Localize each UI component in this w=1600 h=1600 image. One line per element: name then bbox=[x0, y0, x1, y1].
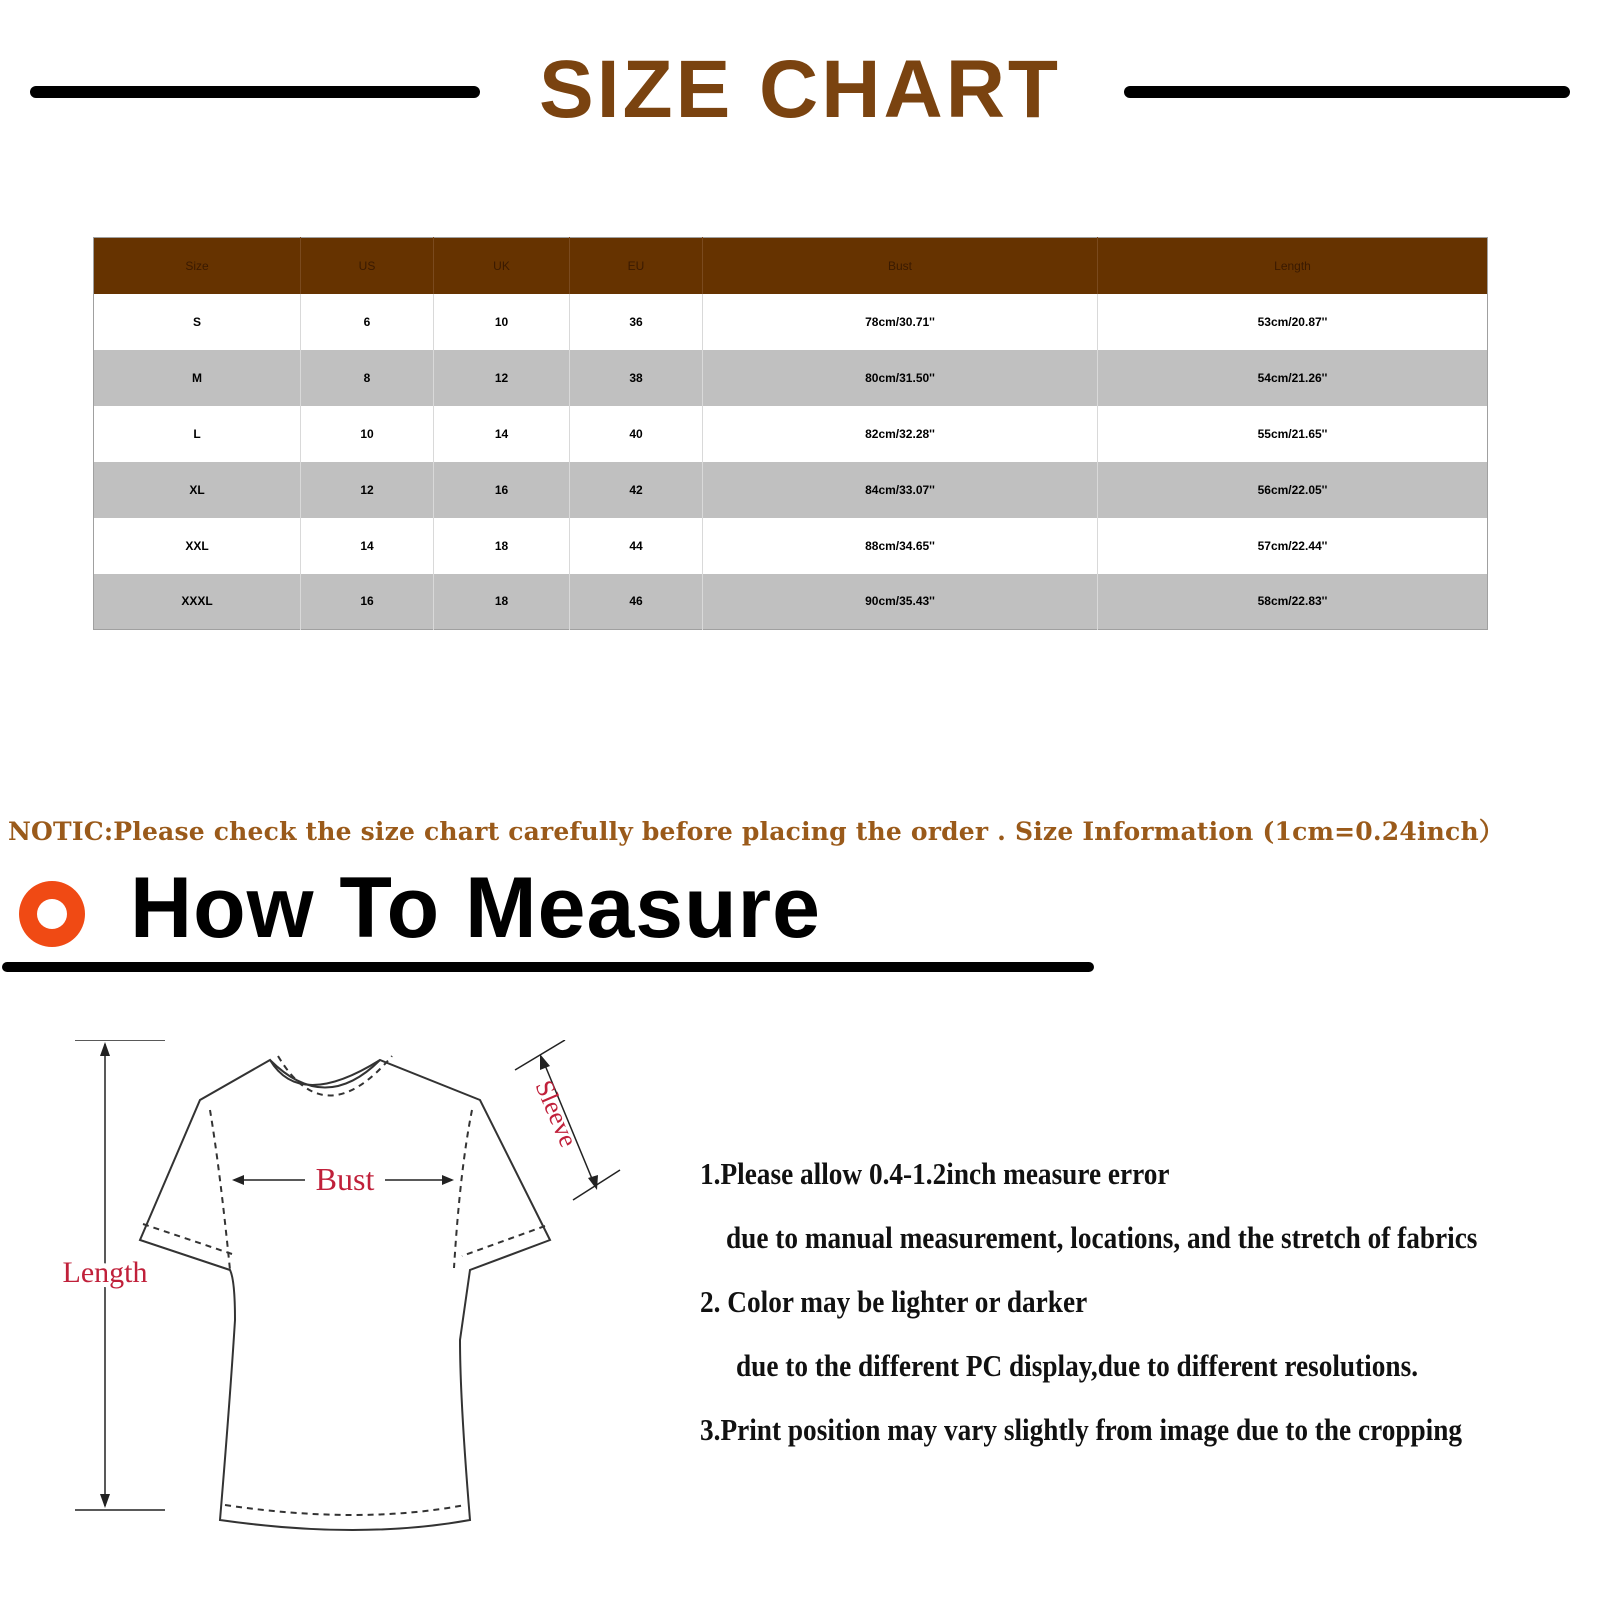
table-cell: 40 bbox=[570, 406, 703, 462]
column-header: UK bbox=[434, 238, 570, 294]
table-row bbox=[94, 518, 1488, 574]
table-cell: 12 bbox=[301, 462, 434, 518]
note-line: due to manual measurement, locations, and the stretch of fabrics bbox=[726, 1220, 1478, 1255]
table-cell: 57cm/22.44'' bbox=[1098, 518, 1488, 574]
note-line: 2. Color may be lighter or darker bbox=[700, 1284, 1088, 1319]
measure-title: How To Measure bbox=[130, 860, 821, 956]
column-header: Size bbox=[94, 238, 301, 294]
table-cell: 8 bbox=[301, 350, 434, 406]
table-cell: 16 bbox=[434, 462, 570, 518]
table-cell: 14 bbox=[301, 518, 434, 574]
table-cell: 90cm/35.43'' bbox=[703, 574, 1098, 630]
table-row bbox=[94, 294, 1488, 350]
table-cell: L bbox=[94, 406, 301, 462]
title-rule-right bbox=[1124, 86, 1570, 98]
table-cell: 38 bbox=[570, 350, 703, 406]
sleeve-label: Sleeve bbox=[529, 1076, 584, 1152]
note-line: 1.Please allow 0.4-1.2inch measure error bbox=[700, 1156, 1170, 1191]
size-table bbox=[93, 237, 1488, 630]
table-cell: 36 bbox=[570, 294, 703, 350]
table-row bbox=[94, 350, 1488, 406]
table-cell: M bbox=[94, 350, 301, 406]
table-cell: XL bbox=[94, 462, 301, 518]
table-cell: 55cm/21.65'' bbox=[1098, 406, 1488, 462]
table-cell: 6 bbox=[301, 294, 434, 350]
table-cell: 88cm/34.65'' bbox=[703, 518, 1098, 574]
column-header: EU bbox=[570, 238, 703, 294]
table-cell: 80cm/31.50'' bbox=[703, 350, 1098, 406]
column-header: Bust bbox=[703, 238, 1098, 294]
table-cell: XXL bbox=[94, 518, 301, 574]
column-header: Length bbox=[1098, 238, 1488, 294]
bust-label: Bust bbox=[315, 1161, 375, 1197]
table-cell: 54cm/21.26'' bbox=[1098, 350, 1488, 406]
table-cell: 82cm/32.28'' bbox=[703, 406, 1098, 462]
column-header: US bbox=[301, 238, 434, 294]
table-cell: 58cm/22.83'' bbox=[1098, 574, 1488, 630]
table-cell: 78cm/30.71'' bbox=[703, 294, 1098, 350]
page-title: SIZE CHART bbox=[539, 44, 1061, 135]
table-row bbox=[94, 574, 1488, 630]
table-header-row bbox=[94, 238, 1488, 294]
table-cell: 10 bbox=[434, 294, 570, 350]
ring-bullet-icon bbox=[19, 881, 85, 947]
table-cell: S bbox=[94, 294, 301, 350]
table-row bbox=[94, 462, 1488, 518]
table-row bbox=[94, 406, 1488, 462]
table-cell: 53cm/20.87'' bbox=[1098, 294, 1488, 350]
table-cell: 18 bbox=[434, 574, 570, 630]
table-cell: 46 bbox=[570, 574, 703, 630]
table-cell: 18 bbox=[434, 518, 570, 574]
length-label: Length bbox=[62, 1256, 148, 1289]
note-line: due to the different PC display,due to different resolutions. bbox=[736, 1348, 1419, 1383]
table-cell: XXXL bbox=[94, 574, 301, 630]
measure-title-rule bbox=[2, 962, 1094, 972]
note-line: 3.Print position may vary slightly from image due to the cropping bbox=[700, 1412, 1463, 1447]
table-cell: 12 bbox=[434, 350, 570, 406]
table-cell: 44 bbox=[570, 518, 703, 574]
tshirt-measure-diagram bbox=[40, 1040, 640, 1550]
table-cell: 84cm/33.07'' bbox=[703, 462, 1098, 518]
table-cell: 14 bbox=[434, 406, 570, 462]
table-cell: 16 bbox=[301, 574, 434, 630]
size-notice: NOTIC:Please check the size chart carefully before placing the order . Size Information (1cm=0.24inch） bbox=[8, 817, 1505, 846]
table-cell: 42 bbox=[570, 462, 703, 518]
table-cell: 10 bbox=[301, 406, 434, 462]
table-cell: 56cm/22.05'' bbox=[1098, 462, 1488, 518]
